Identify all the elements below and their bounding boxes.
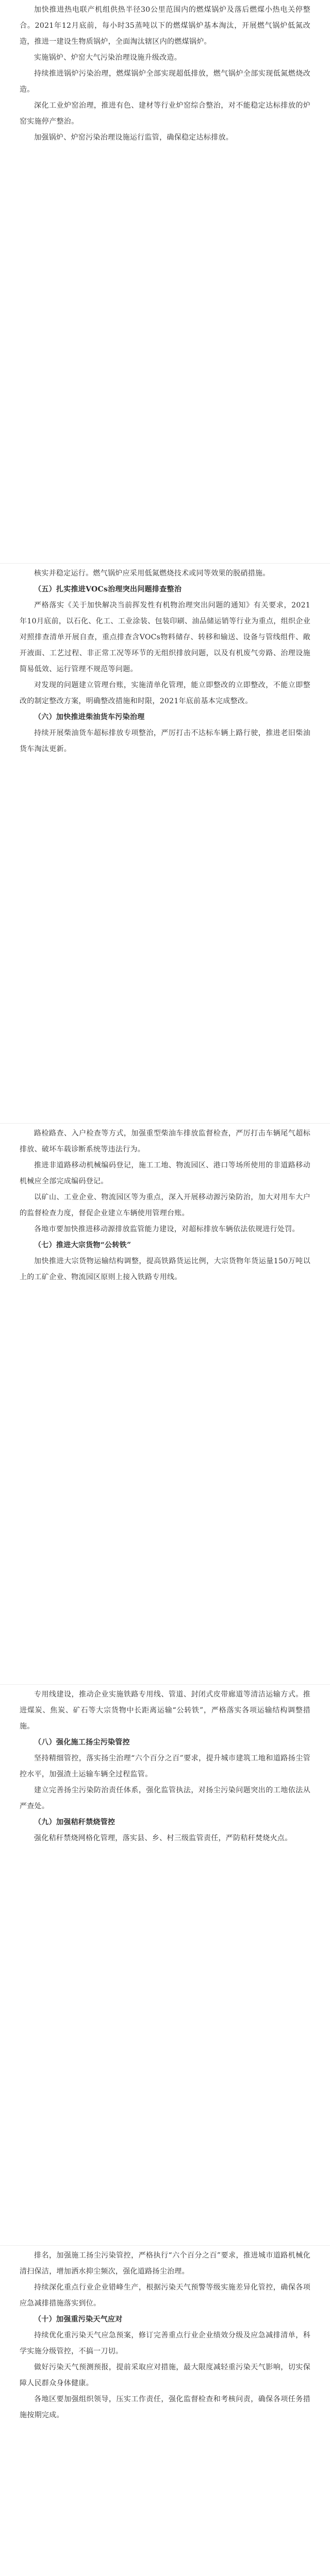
section-heading: （九）加强秸秆禁烧管控: [34, 1818, 116, 1826]
section-5: [0, 2246, 330, 2576]
paragraph: 做好污染天气预测预报，提前采取应对措施，最大限度减轻重污染天气影响，切实保障人民群众身体健康。: [20, 2363, 310, 2387]
section-1: [0, 0, 330, 563]
paragraph: 实施锅炉、炉窑大气污染治理设施升级改造。: [34, 54, 182, 62]
paragraph: 以矿山、工业企业、物流园区等为重点，深入开展移动源污染防治，加大对用车大户的监督检查力度，督促企业建立车辆使用管理台账。: [20, 1193, 310, 1217]
paragraph: 排名，加强施工扬尘污染管控，严格执行“六个百分之百”要求，推进城市道路机械化清扫保洁，增加洒水抑尘频次，强化道路扬尘治理。: [20, 2251, 310, 2276]
paragraph: 各地市要加快推进移动源排放监管能力建设，对超标排放车辆依法依规进行处罚。: [34, 1225, 300, 1233]
paragraph: 路检路查、入户检查等方式，加强重型柴油车排放监督检查，严厉打击车辆尾气超标排放、破坏车载诊断系统等违法行为。: [20, 1129, 310, 1154]
paragraph: 专用线建设，推动企业实施铁路专用线、管道、封闭式皮带廊道等清洁运输方式。推进煤炭、焦炭、矿石等大宗货物中长距离运输“公转铁”，严格落实各项运输结构调整措施。: [20, 1690, 310, 1731]
section-4: [0, 1685, 330, 2245]
section-heading: （五）扎实推进VOCs治理突出问题排查整治: [34, 585, 182, 594]
paragraph: 对发现的问题建立管理台账，实施清单化管理，能立即整改的立即整改，不能立即整改的制定整改方案，明确整改措施和时限，2021年底前基本完成整改。: [20, 681, 310, 705]
paragraph: 加快推进大宗货物运输结构调整，提高铁路货运比例，大宗货物年货运量150万吨以上的工矿企业、物流园区原则上接入铁路专用线。: [20, 1257, 310, 1281]
section-heading: （六）加快推进柴油货车污染治理: [34, 713, 145, 721]
paragraph: 严格落实《关于加快解决当前挥发性有机物治理突出问题的通知》有关要求，2021年10月底前，以石化、化工、工业涂装、包装印刷、油品储运销等行业为重点，组织企业对照排查清单开展自查，重点排查含VOCs物料储存、转移和输送、设备与管线组件、敞开液面、工艺过程、非正常工况等环节的无组织排放问题，以及有机废气旁路、治理设施简易低效、运行管理不规范等问题。: [20, 601, 310, 673]
section-heading: （七）推进大宗货物“公转铁”: [34, 1241, 131, 1249]
paragraph: 强化秸秆禁烧网格化管理，落实县、乡、村三级监管责任，严防秸秆焚烧火点。: [34, 1834, 292, 1842]
paragraph: 持续深化重点行业企业错峰生产，根据污染天气预警等级实施差异化管控，确保各项应急减排措施落实到位。: [20, 2283, 310, 2308]
paragraph: 持续推进锅炉污染治理，燃煤锅炉全部实现超低排放，燃气锅炉全部实现低氮燃烧改造。: [20, 70, 310, 94]
paragraph: 加快推进热电联产机组供热半径30公里范围内的燃煤锅炉及落后燃煤小热电关停整合。2021年12月底前，每小时35蒸吨以下的燃煤锅炉基本淘汰，开展燃气锅炉低氮改造，推进一建设生物质锅炉，全面淘汰辖区内的燃煤锅炉。: [20, 6, 310, 46]
section-2: [0, 564, 330, 1123]
section-heading: （八）强化施工扬尘污染管控: [34, 1738, 130, 1747]
paragraph: 坚持精细管控，落实扬尘治理“六个百分之百”要求，提升城市建筑工地和道路扬尘管控水平，加强渣土运输车辆全过程监管。: [20, 1754, 310, 1778]
paragraph: 加强锅炉、炉窑污染治理设施运行监管，确保稳定达标排放。: [34, 133, 234, 142]
paragraph: 各地区要加强组织领导，压实工作责任，强化监督检查和考核问责，确保各项任务措施按期完成。: [20, 2395, 310, 2419]
paragraph: 持续开展柴油货车超标排放专项整治，严厉打击不达标车辆上路行驶，推进老旧柴油货车淘汰更新。: [20, 729, 310, 753]
paragraph: 推进非道路移动机械编码登记，施工工地、物流园区、港口等场所使用的非道路移动机械应全部完成编码登记。: [20, 1161, 310, 1185]
paragraph: 核实并稳定运行。燃气锅炉应采用低氮燃烧技术或同等效果的脱硝措施。: [34, 569, 270, 578]
paragraph: 深化工业炉窑治理，推进有色、建材等行业炉窑综合整治，对不能稳定达标排放的炉窑实施停产整治。: [20, 101, 310, 126]
section-3: [0, 1124, 330, 1684]
section-heading: （十）加强重污染天气应对: [34, 2315, 123, 2324]
paragraph: 建立完善扬尘污染防治责任体系，强化监管执法，对扬尘污染问题突出的工地依法从严查处。: [20, 1786, 310, 1810]
paragraph: 持续优化重污染天气应急预案，修订完善重点行业企业绩效分级及应急减排清单，科学实施分级管控，不搞一刀切。: [20, 2331, 310, 2355]
